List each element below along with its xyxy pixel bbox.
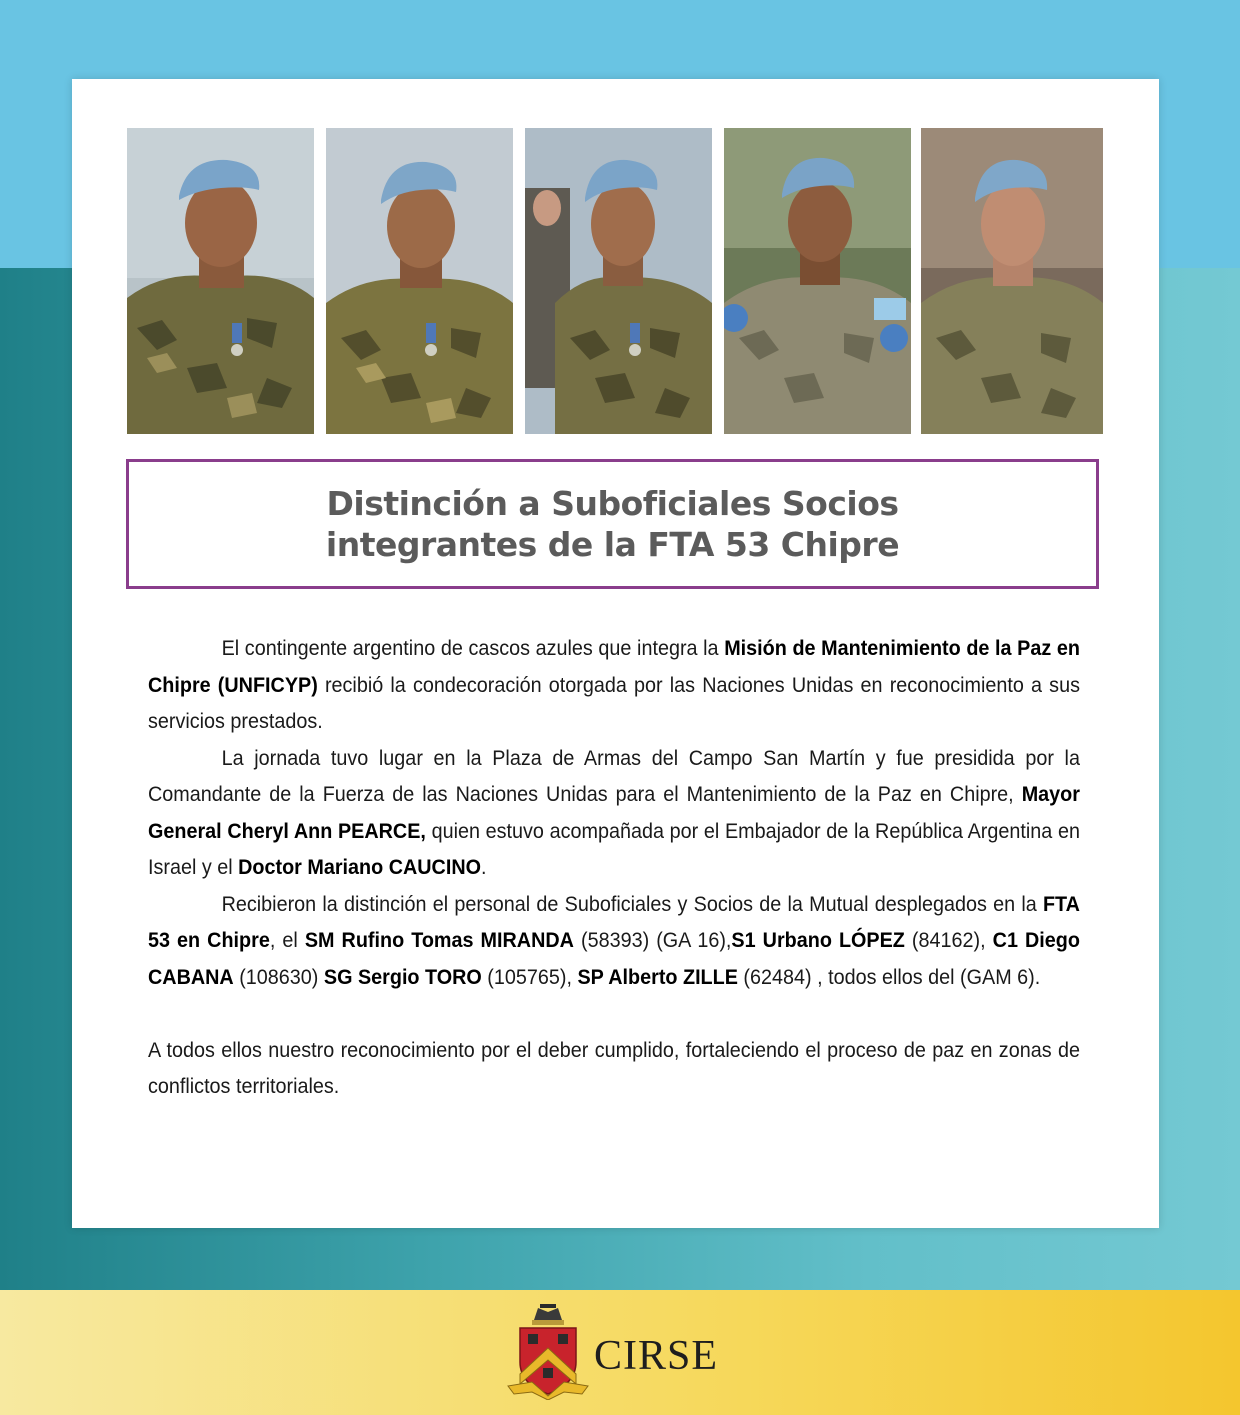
ambassador-name: Doctor Mariano CAUCINO [238,855,482,879]
paragraph-4: A todos ellos nuestro reconocimiento por el deber cumplido, fortaleciendo el proceso de paz en zonas de conflictos territoriales. [148,1037,1080,1098]
mission-name: Misión de Mantenimiento de la Paz en Chipre (UNFICYP) [148,636,1080,697]
paragraph-1 [148,630,1080,740]
title-line-2: integrantes de la FTA 53 Chipre [325,525,900,564]
content-card [72,79,1159,1228]
soldier-portrait-4 [724,128,911,434]
honoree-name: SP Alberto ZILLE [577,964,738,989]
text-run: El contingente argentino de cascos azules que integra la [221,636,725,660]
honoree-name: SG Sergio TORO [323,964,482,989]
coat-of-arms-icon [502,1300,594,1400]
honoree-name: S1 Urbano LÓPEZ [731,928,905,952]
paragraph-3 [148,886,1080,996]
text-run: (62484) , todos ellos del (GAM 6). [737,964,1041,989]
logo-text: CIRSE [594,1333,719,1379]
text-run: (108630) [233,964,324,989]
text-run: . [481,855,487,879]
title-line-1: Distinción a Suboficiales Socios [326,484,899,523]
text-run: , el [269,928,305,952]
article-body [148,630,1080,1105]
commander-name: Mayor General Cheryl Ann PEARCE, [148,782,1080,843]
honoree-name: SM Rufino Tomas MIRANDA [304,928,574,952]
photo-strip [127,128,1103,434]
text-run: recibió la condecoración otorgada por las Naciones Unidas en reconocimiento a sus servicios prestados. [148,672,1080,733]
soldier-portrait-3 [525,128,712,434]
cirse-logo [502,1300,742,1400]
paragraph-2 [148,740,1080,886]
text-run: (105765), [481,964,578,989]
text-run: Recibieron la distinción el personal de Suboficiales y Socios de la Mutual desplegados en la [221,891,1043,916]
honoree-name: C1 Diego CABANA [148,928,1080,989]
text-run: (58393) (GA 16), [573,928,732,952]
soldier-portrait-1 [127,128,314,434]
text-run: quien estuvo acompañada por el Embajador de la República Argentina en Israel y el [148,818,1080,879]
unit-name: FTA 53 en Chipre [148,891,1080,952]
title-box [126,459,1099,589]
text-run: (84162), [904,928,993,952]
soldier-portrait-2 [326,128,513,434]
text-run: La jornada tuvo lugar en la Plaza de Armas del Campo San Martín y fue presidida por la Comandante de la Fuerza de las Naciones Unidas para el Mantenimiento de la Paz en Chipre, [148,745,1080,806]
soldier-portrait-5 [921,128,1103,434]
